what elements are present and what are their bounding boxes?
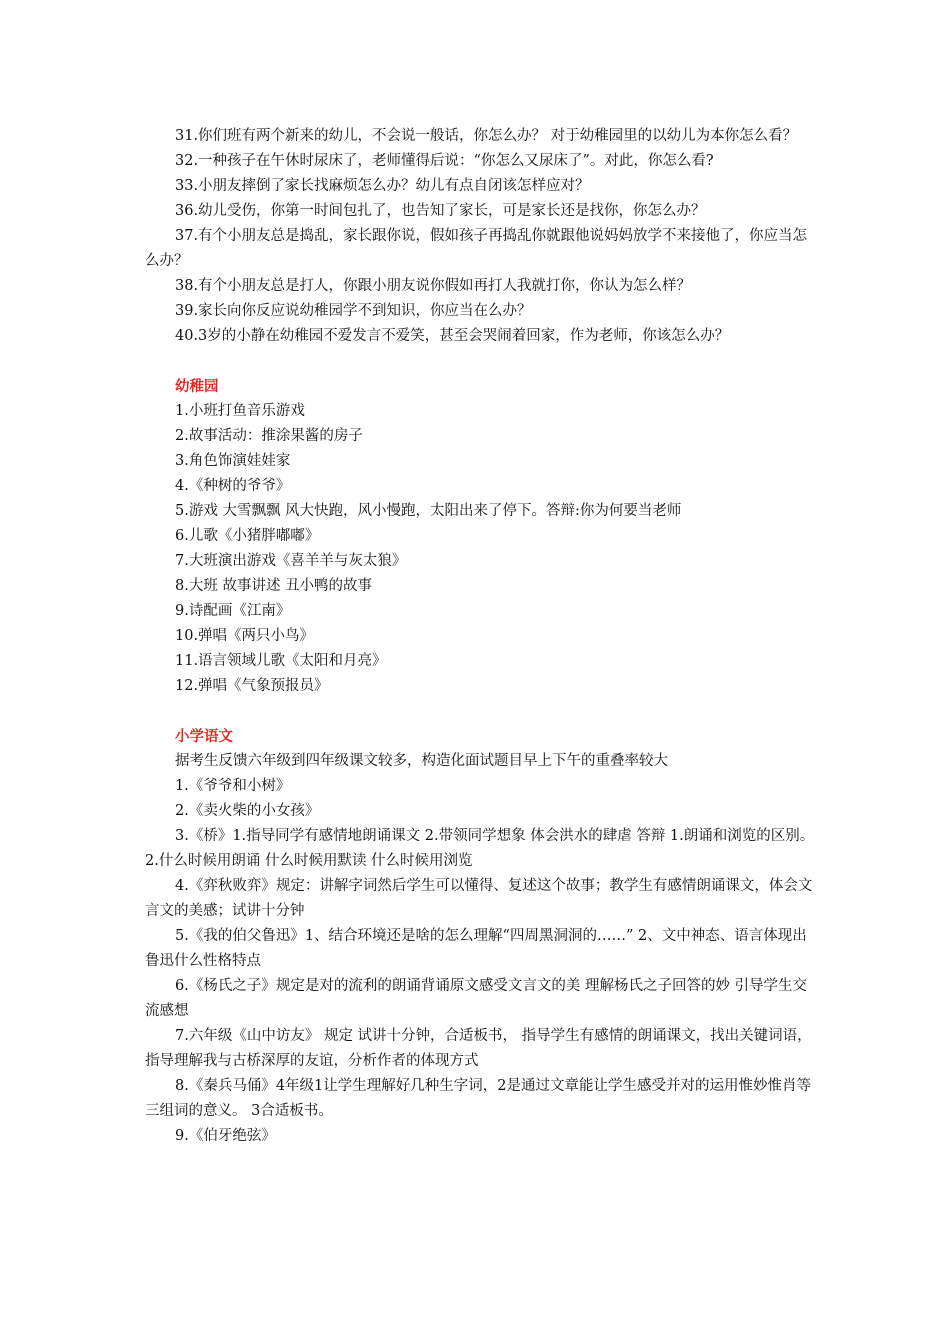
lesson-item: 7.六年级《山中访友》 规定 试讲十分钟，合适板书， 指导学生有感情的朗诵课文，找出关键词语，指导理解我与古桥深厚的友谊，分析作者的体现方式 — [145, 1028, 812, 1069]
kindergarten-item: 4.《种树的爷爷》 — [175, 478, 291, 494]
spacer — [145, 699, 820, 724]
kindergarten-item: 1.小班打鱼音乐游戏 — [175, 403, 305, 419]
kindergarten-item: 3.角色饰演娃娃家 — [175, 453, 291, 469]
kindergarten-item: 10.弹唱《两只小鸟》 — [175, 628, 315, 644]
kindergarten-item: 5.游戏 大雪飘飘 风大快跑，风小慢跑，太阳出来了停下。答辩:你为何要当老师 — [175, 503, 682, 519]
lesson-item: 9.《伯牙绝弦》 — [175, 1128, 276, 1144]
interview-questions — [145, 124, 820, 349]
section-heading-primary-chinese: 小学语文 — [175, 728, 233, 745]
kindergarten-item: 11.语言领域儿歌《太阳和月亮》 — [175, 653, 387, 669]
lesson-item: 2.《卖火柴的小女孩》 — [175, 803, 320, 819]
question-40: 40.3岁的小静在幼稚园不爱发言不爱笑，甚至会哭闹着回家，作为老师，你该怎么办？ — [175, 328, 730, 344]
question-38: 38.有个小朋友总是打人，你跟小朋友说你假如再打人我就打你，你认为怎么样？ — [175, 278, 692, 294]
question-39: 39.家长向你反应说幼稚园学不到知识，你应当在么办？ — [175, 303, 532, 319]
lesson-item: 5.《我的伯父鲁迅》1、结合环境还是啥的怎么理解“四周黑洞洞的……” 2、文中神态、语言体现出鲁迅什么性格特点 — [145, 928, 807, 969]
lesson-item: 4.《弈秋败弈》规定：讲解字词然后学生可以懂得、复述这个故事；教学生有感情朗诵课文，体会文言文的美感；试讲十分钟 — [145, 878, 813, 919]
question-37: 37.有个小朋友总是捣乱，家长跟你说，假如孩子再捣乱你就跟他说妈妈放学不来接他了，你应当怎么办？ — [145, 228, 808, 269]
question-32: 32.一种孩子在午休时尿床了，老师懂得后说：“你怎么又尿床了”。对此，你怎么看? — [175, 153, 714, 169]
section-intro: 据考生反馈六年级到四年级课文较多，构造化面试题目早上下午的重叠率较大 — [175, 753, 668, 769]
document-page — [145, 124, 820, 1149]
kindergarten-item: 2.故事活动：推涂果酱的房子 — [175, 428, 363, 444]
kindergarten-item: 7.大班演出游戏《喜羊羊与灰太狼》 — [175, 553, 407, 569]
section-heading-kindergarten: 幼稚园 — [175, 378, 219, 395]
lesson-item: 3.《桥》1.指导同学有感情地朗诵课文 2.带领同学想象 体会洪水的肆虐 答辩 1.朗诵和浏览的区别。2.什么时候用朗诵 什么时候用默读 什么时候用浏览 — [145, 828, 815, 869]
lesson-item: 1.《爷爷和小树》 — [175, 778, 291, 794]
question-33: 33.小朋友摔倒了家长找麻烦怎么办？幼儿有点自闭该怎样应对？ — [175, 178, 590, 194]
kindergarten-section — [145, 374, 820, 699]
lesson-item: 6.《杨氏之子》规定是对的流利的朗诵背诵原文感受文言文的美 理解杨氏之子回答的妙 引导学生交流感想 — [145, 978, 808, 1019]
kindergarten-item: 12.弹唱《气象预报员》 — [175, 678, 329, 694]
kindergarten-item: 6.儿歌《小猪胖嘟嘟》 — [175, 528, 320, 544]
kindergarten-item: 9.诗配画《江南》 — [175, 603, 291, 619]
lesson-item: 8.《秦兵马俑》4年级1让学生理解好几种生字词，2是通过文章能让学生感受并对的运用惟妙惟肖等三组词的意义。 3合适板书。 — [145, 1078, 812, 1119]
spacer — [145, 349, 820, 374]
primary-chinese-section — [145, 724, 820, 1149]
kindergarten-item: 8.大班 故事讲述 丑小鸭的故事 — [175, 578, 373, 594]
question-36: 36.幼儿受伤，你第一时间包扎了，也告知了家长，可是家长还是找你，你怎么办？ — [175, 203, 706, 219]
question-31: 31.你们班有两个新来的幼儿，不会说一般话，你怎么办？ 对于幼稚园里的以幼儿为本你怎么看？ — [175, 128, 798, 144]
